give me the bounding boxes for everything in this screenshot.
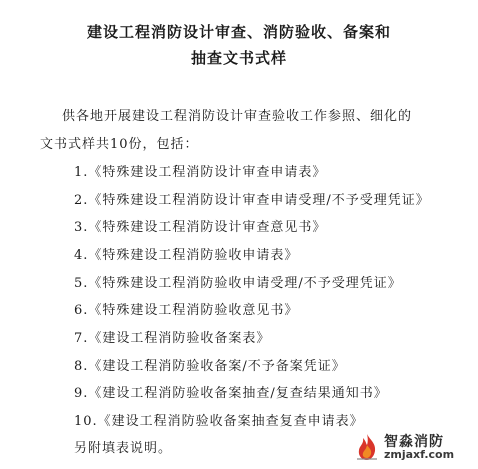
document-title-line-1: 建设工程消防设计审查、消防验收、备案和: [86, 23, 391, 41]
footer-note: 另附填表说明。: [74, 441, 173, 456]
flame-logo-icon: [354, 433, 380, 461]
list-item: 4.《特殊建设工程消防验收申请表》: [74, 248, 299, 263]
list-item: 9.《建设工程消防验收备案抽查/复查结果通知书》: [74, 386, 388, 401]
list-item: 6.《特殊建设工程消防验收意见书》: [74, 303, 299, 318]
intro-paragraph-line-2: 文书式样共10份，包括：: [40, 137, 199, 152]
list-item: 3.《特殊建设工程消防设计审查意见书》: [74, 220, 327, 235]
watermark-url: zmjaxf.com: [384, 448, 455, 461]
intro-paragraph-line-1: 供各地开展建设工程消防设计审查验收工作参照、细化的: [62, 109, 413, 124]
watermark-name: 智淼消防: [384, 434, 444, 450]
document-title-line-2: 抽查文书式样: [190, 49, 287, 67]
watermark: [354, 431, 472, 463]
list-item: 5.《特殊建设工程消防验收申请受理/不予受理凭证》: [74, 276, 402, 291]
list-item: 1.《特殊建设工程消防设计审查申请表》: [74, 165, 327, 180]
list-item: 10.《建设工程消防验收备案抽查复查申请表》: [74, 414, 364, 429]
list-item: 7.《建设工程消防验收备案表》: [74, 331, 271, 346]
list-item: 8.《建设工程消防验收备案/不予备案凭证》: [74, 359, 346, 374]
list-item: 2.《特殊建设工程消防设计审查申请受理/不予受理凭证》: [74, 193, 430, 208]
